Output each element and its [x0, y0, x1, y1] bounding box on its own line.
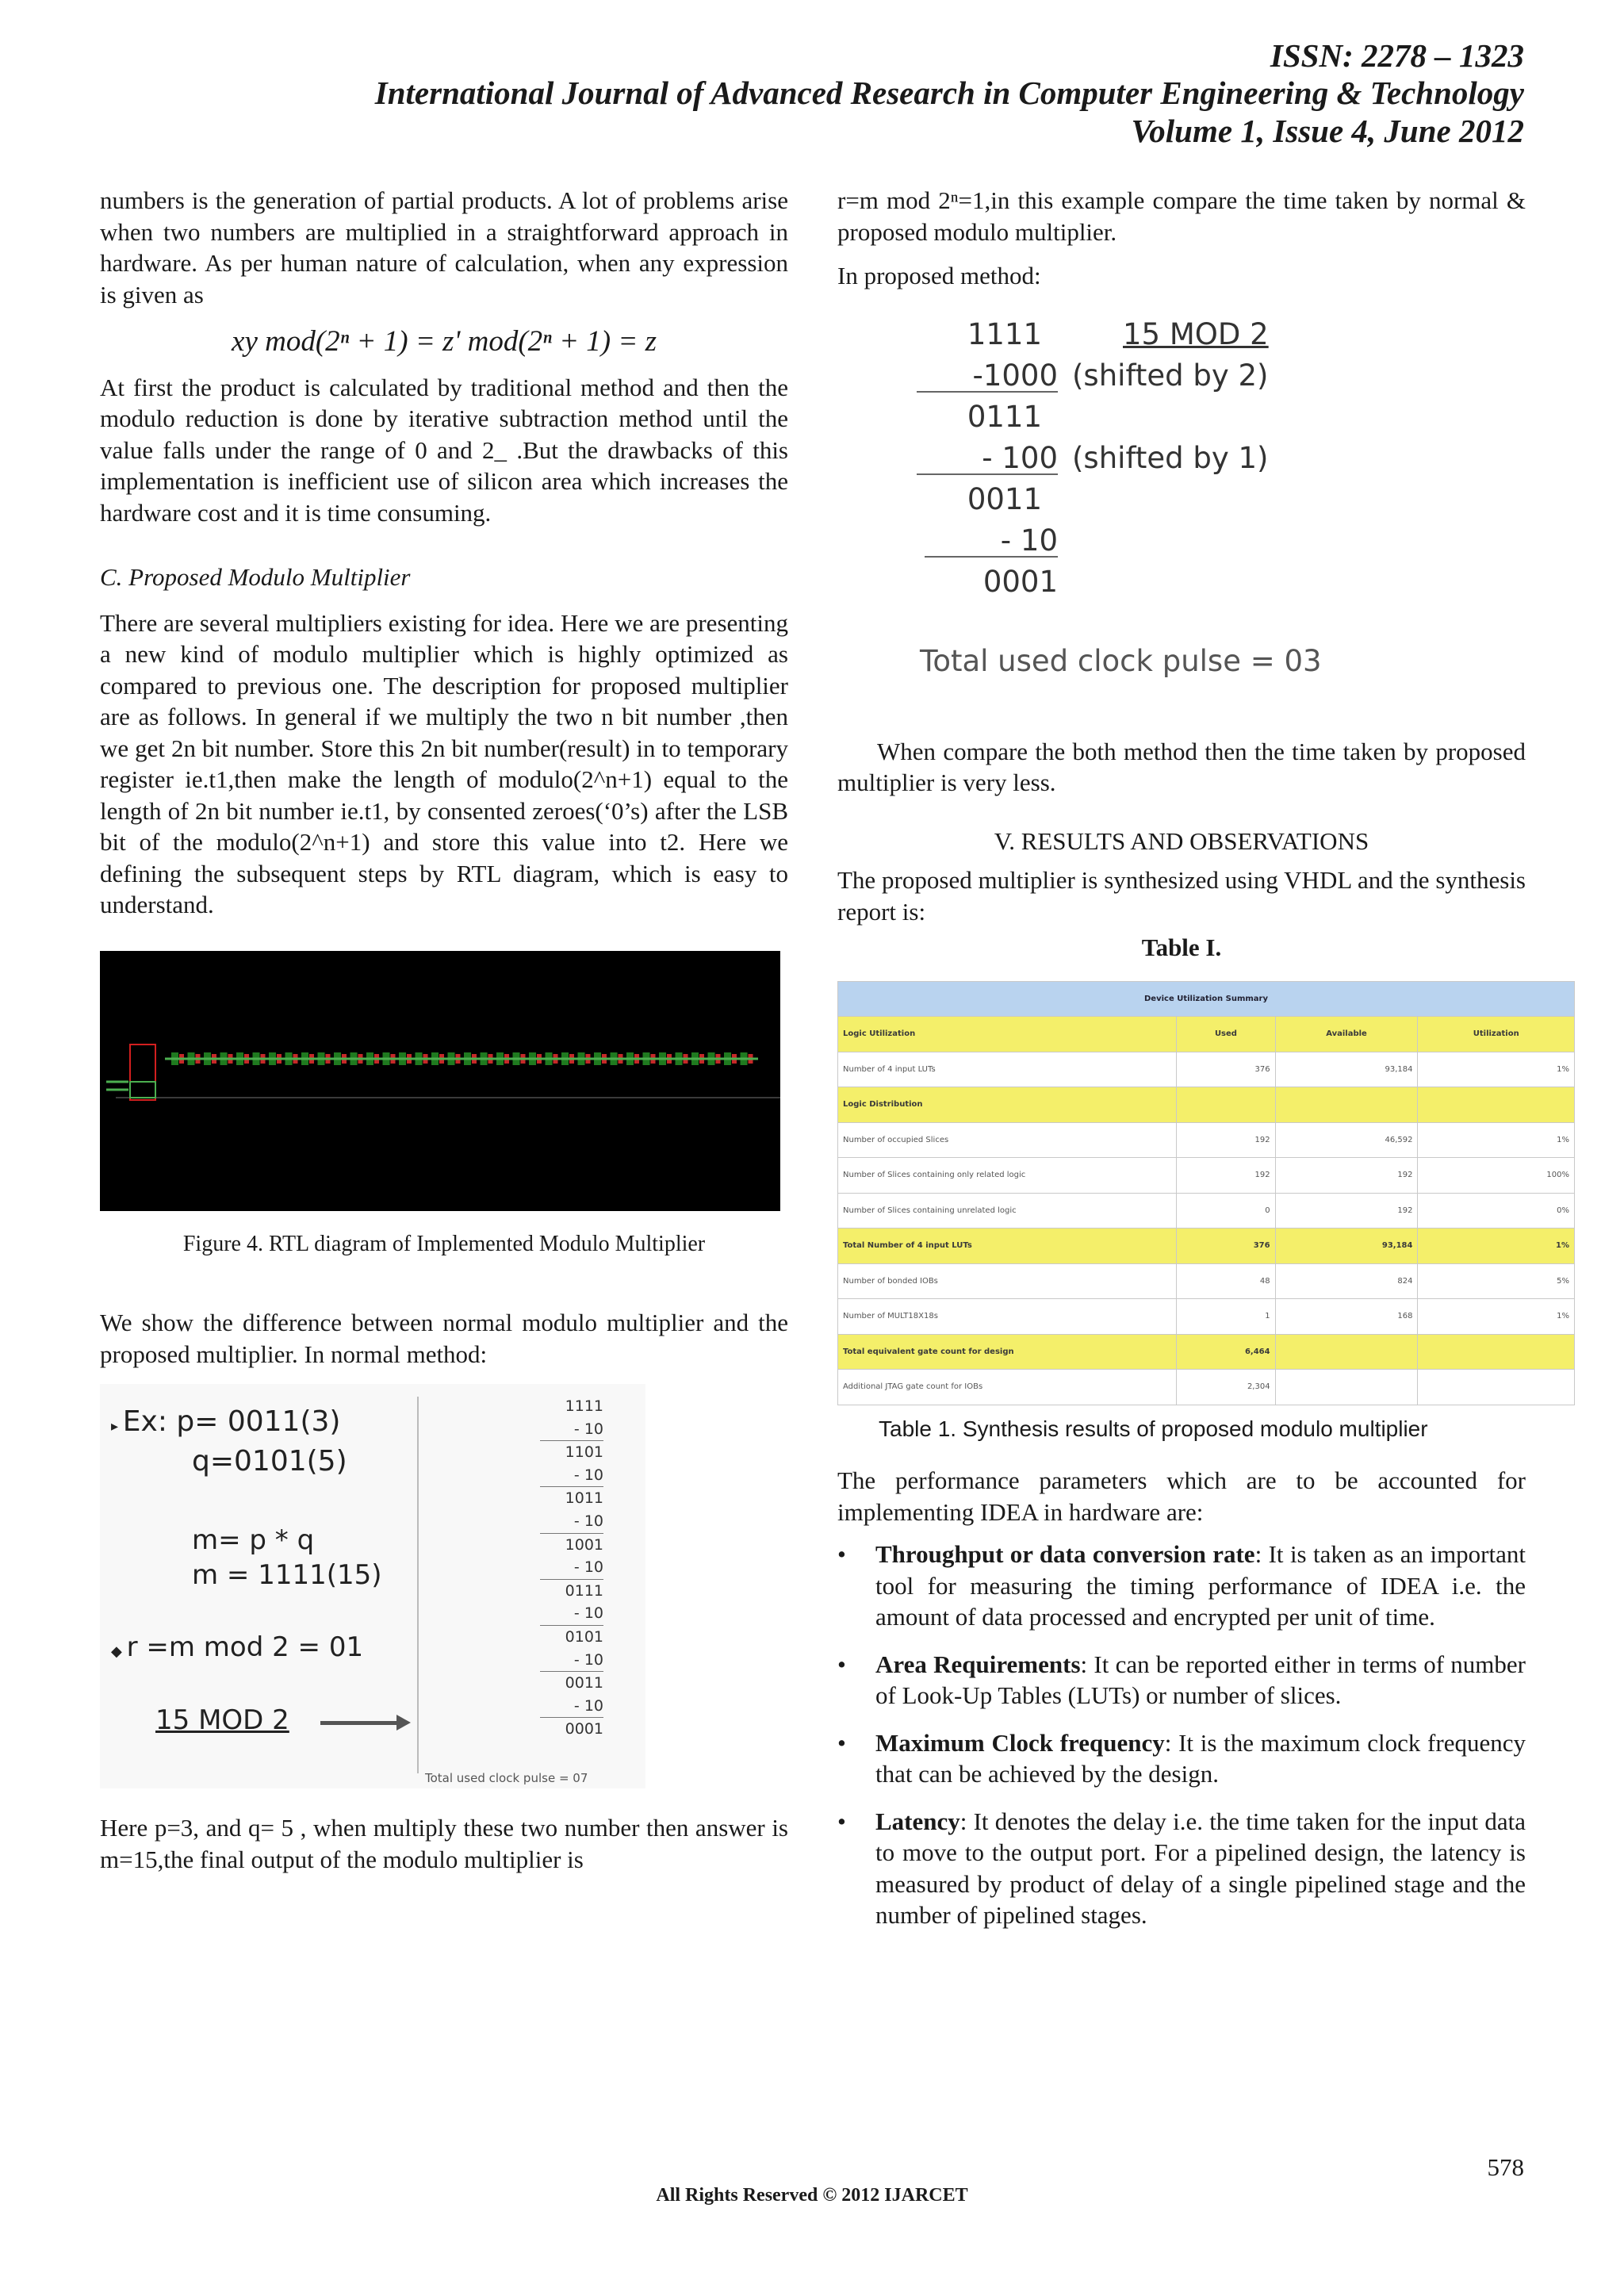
- bullet-term: Throughput or data conversion rate: [875, 1540, 1255, 1568]
- rtl-diagram-figure: [100, 951, 780, 1211]
- table-row: [838, 1158, 1575, 1194]
- step: - 10: [925, 525, 1058, 558]
- table-cell: [1275, 1087, 1418, 1123]
- table-cell: 0: [1177, 1193, 1275, 1228]
- table-cell: Number of MULT18X18s: [838, 1299, 1177, 1335]
- paragraph: At first the product is calculated by traditional method and then the modulo reduction is done by iterative subtraction method until the value falls under the range of 0 and 2_ .But the drawbacks of this implementation is inefficient use of silicon area which increases the hardware cost and it is time consuming.: [100, 373, 788, 527]
- section-heading: C. Proposed Modulo Multiplier: [100, 563, 411, 591]
- total-clock: Total used clock pulse = 07: [425, 1771, 588, 1785]
- step: - 10: [540, 1649, 603, 1673]
- paragraph: There are several multipliers existing for idea. Here we are presenting a new kind of modulo multiplier which is highly optimized as compared to previous one. The description for proposed multiplier are as follows. In general if we multiply the two n bit number ,then we get 2n bit number. Store this 2n bit number(result) in to temporary register ie.t1,then make the length of modulo(2^n+1) equal to the length of 2n bit number ie.t1, by consented zeroes(‘0’s) after the LSB bit of the modulo(2^n+1) and store this value into t2. Here we defining the subsequent steps by RTL diagram, which is easy to understand.: [100, 608, 788, 918]
- paragraph: numbers is the generation of partial products. A lot of problems arise when two numbers are multiplied in a straightforward approach in hardware. As per human nature of calculation, when any expression is given as: [100, 186, 788, 309]
- bullet-text: : It can be reported either in terms of number of Look-Up Tables (LUTs) or number of slices.: [875, 1650, 1526, 1709]
- table-title-row: Device Utilization Summary: [838, 981, 1575, 1017]
- example-line: m= p * q: [192, 1524, 315, 1556]
- table-cell: 1%: [1418, 1122, 1575, 1158]
- table-cell: Number of Slices containing only related logic: [838, 1158, 1177, 1194]
- step: 0111: [967, 399, 1042, 434]
- right-column: [837, 185, 1569, 1947]
- table-cell: 824: [1275, 1263, 1418, 1299]
- synthesis-table: [837, 981, 1575, 1405]
- arrow-icon: [320, 1721, 400, 1725]
- mod-label: 15 MOD 2: [155, 1704, 289, 1736]
- bullet-icon: •: [837, 1728, 846, 1757]
- bullet-item: [837, 1806, 1526, 1931]
- bullet-icon: ▸: [111, 1418, 123, 1435]
- table-cell: 93,184: [1275, 1228, 1418, 1264]
- table-cell: [1275, 1334, 1418, 1370]
- paragraph: When compare the both method then the time taken by proposed multiplier is very less.: [837, 737, 1526, 796]
- table-header-cell: Utilization: [1418, 1017, 1575, 1052]
- table-cell: 0%: [1418, 1193, 1575, 1228]
- table-cell: 192: [1177, 1158, 1275, 1194]
- step: 1111: [967, 316, 1042, 351]
- table-cell: 100%: [1418, 1158, 1575, 1194]
- table-cell: 46,592: [1275, 1122, 1418, 1158]
- table-cell: 376: [1177, 1052, 1275, 1087]
- paragraph: r=m mod 2ⁿ=1,in this example compare the time taken by normal & proposed modulo multiplier.: [837, 186, 1526, 246]
- step: - 100: [917, 443, 1058, 476]
- bullet-text: : It is the maximum clock frequency that can be achieved by the design.: [875, 1728, 1526, 1788]
- bullet-icon: •: [837, 1540, 846, 1568]
- table-cell: Additional JTAG gate count for IOBs: [838, 1370, 1177, 1405]
- journal-title: International Journal of Advanced Research in Computer Engineering & Technology: [374, 75, 1524, 111]
- figure-caption: Figure 4. RTL diagram of Implemented Modulo Multiplier: [182, 1231, 706, 1256]
- table-cell: 1%: [1418, 1052, 1575, 1087]
- step: 1101: [565, 1443, 603, 1462]
- table-cell: Total Number of 4 input LUTs: [838, 1228, 1177, 1264]
- paragraph: We show the difference between normal modulo multiplier and the proposed multiplier. In normal method:: [100, 1309, 788, 1368]
- paragraph: In proposed method:: [837, 262, 1041, 289]
- section-heading: V. RESULTS AND OBSERVATIONS: [994, 826, 1369, 855]
- step: - 10: [540, 1464, 603, 1488]
- table-caption: Table 1. Synthesis results of proposed modulo multiplier: [879, 1416, 1428, 1441]
- bullet-list: [837, 1539, 1526, 1931]
- rtl-diagram: [100, 951, 780, 1211]
- bullet-term: Maximum Clock frequency: [875, 1728, 1165, 1757]
- step: - 10: [540, 1510, 603, 1534]
- table-row: [838, 1370, 1575, 1405]
- table-cell: 48: [1177, 1263, 1275, 1299]
- step: 1011: [565, 1489, 603, 1508]
- table-cell: 1: [1177, 1299, 1275, 1335]
- table-header-cell: Used: [1177, 1017, 1275, 1052]
- bullet-item: [837, 1539, 1526, 1633]
- step: 0001: [565, 1720, 603, 1738]
- table-row: [838, 1263, 1575, 1299]
- table-row: [838, 1122, 1575, 1158]
- paragraph: The proposed multiplier is synthesized using VHDL and the synthesis report is:: [837, 866, 1526, 926]
- table-header-cell: Available: [1275, 1017, 1418, 1052]
- table-cell: 168: [1275, 1299, 1418, 1335]
- table-cell: [1275, 1370, 1418, 1405]
- table-cell: [1418, 1087, 1575, 1123]
- proposed-method-figure: [837, 292, 1526, 736]
- table-cell: Number of occupied Slices: [838, 1122, 1177, 1158]
- table-cell: 5%: [1418, 1263, 1575, 1299]
- table-row: [838, 1334, 1575, 1370]
- equation: xy mod(2ⁿ + 1) = z' mod(2ⁿ + 1) = z: [232, 325, 657, 358]
- step: - 10: [540, 1695, 603, 1719]
- table-cell: [1418, 1334, 1575, 1370]
- step: 0011: [967, 481, 1042, 516]
- page-number: 578: [1487, 2153, 1524, 2181]
- example-line: ◆ r =m mod 2 = 01: [111, 1631, 364, 1663]
- table-row: [838, 1087, 1575, 1123]
- bullet-icon: •: [837, 1650, 846, 1678]
- subtraction-steps: [540, 1395, 603, 1741]
- table-cell: Number of Slices containing unrelated logic: [838, 1193, 1177, 1228]
- table-row: [838, 1193, 1575, 1228]
- example-line: ▸ Ex: p= 0011(3): [111, 1405, 341, 1438]
- table-cell: 192: [1275, 1158, 1418, 1194]
- mod-label: 15 MOD 2: [1123, 316, 1269, 351]
- normal-method-figure: [100, 1384, 645, 1788]
- step-note: (shifted by 2): [1072, 358, 1269, 393]
- table-row: [838, 1299, 1575, 1335]
- issn: ISSN: 2278 – 1323: [1270, 37, 1524, 74]
- table-cell: 192: [1275, 1193, 1418, 1228]
- bullet-icon: •: [837, 1807, 846, 1835]
- bullet-term: Area Requirements: [875, 1650, 1081, 1678]
- bullet-text: : It is taken as an important tool for measuring the timing performance of IDEA i.e. the amount of data processed and encrypted per unit of time.: [875, 1540, 1526, 1631]
- table-cell: 192: [1177, 1122, 1275, 1158]
- table-cell: [1418, 1370, 1575, 1405]
- table-cell: 6,464: [1177, 1334, 1275, 1370]
- bullet-term: Latency: [875, 1807, 960, 1835]
- total-clock: Total used clock pulse = 03: [920, 643, 1322, 678]
- step: -1000: [917, 360, 1058, 393]
- table-cell: Logic Distribution: [838, 1087, 1177, 1123]
- table-cell: 2,304: [1177, 1370, 1275, 1405]
- step: 1001: [565, 1535, 603, 1554]
- step: - 10: [540, 1602, 603, 1626]
- step: 0101: [565, 1627, 603, 1646]
- footer-rights: All Rights Reserved © 2012 IJARCET: [656, 2185, 968, 2206]
- step: 0011: [565, 1674, 603, 1692]
- table-cell: Number of 4 input LUTs: [838, 1052, 1177, 1087]
- step: 0001: [982, 564, 1058, 599]
- paragraph: Here p=3, and q= 5 , when multiply these two number then answer is m=15,the final output of the modulo multiplier is: [100, 1814, 788, 1873]
- step: - 10: [540, 1418, 603, 1442]
- step: 1111: [565, 1397, 603, 1415]
- paragraph: The performance parameters which are to be accounted for implementing IDEA in hardware are:: [837, 1466, 1526, 1526]
- step: - 10: [540, 1556, 603, 1580]
- example-line: q=0101(5): [192, 1445, 347, 1478]
- table-cell: [1177, 1087, 1275, 1123]
- table-header-cell: Logic Utilization: [838, 1017, 1177, 1052]
- example-line: m = 1111(15): [192, 1559, 382, 1591]
- left-column: [100, 185, 788, 1875]
- table-row: [838, 1052, 1575, 1087]
- arrow-head-icon: [396, 1715, 411, 1731]
- table-row: [838, 1228, 1575, 1264]
- table-cell: Number of bonded IOBs: [838, 1263, 1177, 1299]
- table-cell: 93,184: [1275, 1052, 1418, 1087]
- table-title: Table I.: [1141, 933, 1222, 961]
- table-cell: Total equivalent gate count for design: [838, 1334, 1177, 1370]
- bullet-item: [837, 1727, 1526, 1790]
- bullet-item: [837, 1649, 1526, 1711]
- bullet-icon: ◆: [111, 1643, 127, 1660]
- bullet-text: : It denotes the delay i.e. the time taken for the input data to move to the output port. For a pipelined design, the latency is measured by product of delay of a single pipelined stage and the number of pipelined stages.: [875, 1807, 1526, 1929]
- step-note: (shifted by 1): [1072, 440, 1269, 475]
- table-cell: 376: [1177, 1228, 1275, 1264]
- table-cell: 1%: [1418, 1228, 1575, 1264]
- table-cell: 1%: [1418, 1299, 1575, 1335]
- step: 0111: [565, 1581, 603, 1600]
- volume-issue: Volume 1, Issue 4, June 2012: [1131, 113, 1524, 149]
